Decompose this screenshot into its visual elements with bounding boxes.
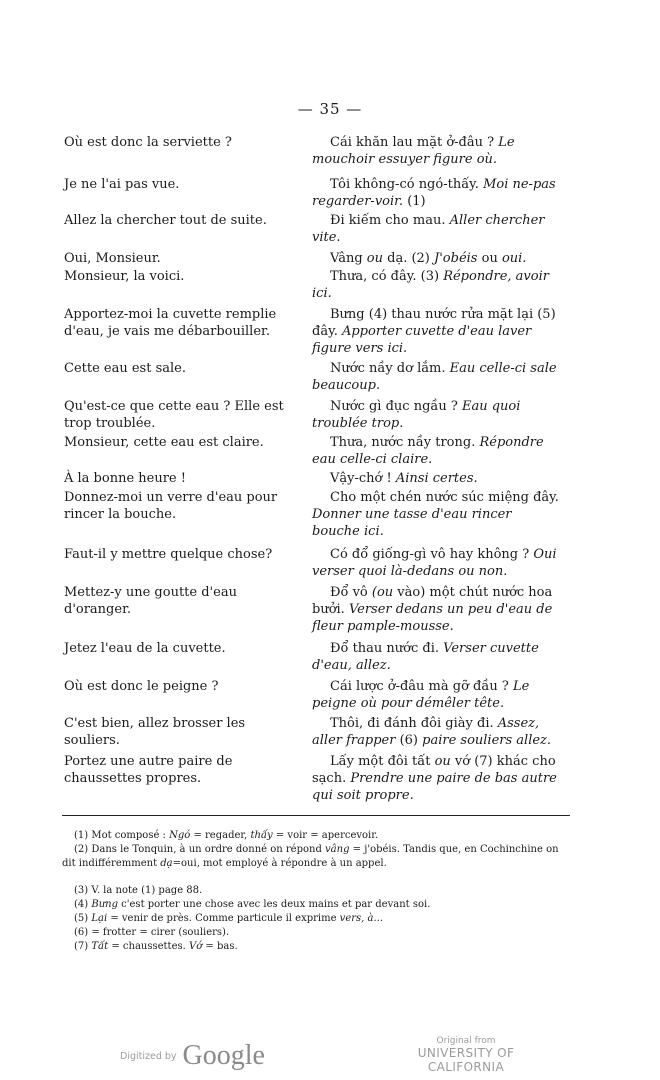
vietnamese-translation bbox=[312, 489, 562, 540]
footnote bbox=[62, 898, 570, 912]
italic-segment: Vớ bbox=[188, 941, 203, 952]
french-sentence: Monsieur, cette eau est claire. bbox=[64, 435, 264, 450]
text-segment: = chaussettes. bbox=[108, 941, 189, 952]
french-sentence: Donnez-moi un verre d'eau pour rincer la bouche. bbox=[64, 490, 278, 522]
vietnamese-translation bbox=[312, 268, 562, 302]
italic-segment: Moi ne-pas regarder-voir. bbox=[312, 177, 556, 209]
footnote bbox=[62, 912, 570, 926]
vietnamese-translation bbox=[312, 546, 562, 580]
french-sentence: Cette eau est sale. bbox=[64, 361, 186, 376]
text-segment: (6) = frotter = cirer (souliers). bbox=[74, 927, 230, 938]
french-sentence: Apportez-moi la cuvette remplie d'eau, je vais me débarbouiller. bbox=[64, 307, 277, 339]
french-sentence: À la bonne heure ! bbox=[64, 471, 186, 486]
text-segment: Nước gì đục ngầu ? bbox=[330, 399, 462, 414]
vietnamese-translation bbox=[312, 640, 562, 674]
french-sentence: Jetez l'eau de la cuvette. bbox=[64, 641, 226, 656]
text-segment: Bưng (4) thau nước rửa mặt lại (5) đây. bbox=[312, 307, 556, 339]
italic-segment: Tất bbox=[91, 941, 109, 952]
text-segment: (3) V. la note (1) page 88. bbox=[74, 885, 203, 896]
italic-segment: thấy bbox=[250, 830, 273, 841]
french-sentence: Où est donc la serviette ? bbox=[64, 135, 232, 150]
text-segment: (1) bbox=[403, 194, 426, 209]
vietnamese-translation bbox=[312, 715, 562, 749]
vietnamese-translation bbox=[312, 470, 562, 487]
text-segment: = voir = apercevoir. bbox=[272, 830, 379, 841]
italic-segment: dạ bbox=[160, 857, 173, 869]
italic-segment: paire souliers allez. bbox=[422, 733, 552, 748]
text-segment: Đổ thau nước đi. bbox=[330, 641, 444, 656]
italic-segment: Le mouchoir essuyer figure où. bbox=[312, 135, 515, 167]
italic-segment: Lại bbox=[91, 913, 108, 924]
italic-segment: Verser cuvette d'eau, allez. bbox=[312, 641, 539, 673]
text-segment: (7) bbox=[74, 941, 92, 952]
french-sentence: Allez la chercher tout de suite. bbox=[64, 213, 267, 228]
vietnamese-translation bbox=[312, 306, 562, 357]
vietnamese-translation bbox=[312, 250, 562, 267]
text-segment: Thôi, đi đánh đôi giày đi. bbox=[330, 716, 498, 731]
italic-segment: Eau quoi troublée trop. bbox=[312, 399, 521, 431]
page-number: — 35 — bbox=[297, 100, 363, 118]
text-segment: Cái khăn lau mặt ở-đâu ? bbox=[330, 135, 499, 150]
text-segment: ou bbox=[477, 251, 502, 266]
text-segment: Thưa, có đây. (3) bbox=[330, 269, 444, 284]
digitized-by-watermark bbox=[120, 1040, 265, 1072]
italic-segment: Donner une tasse d'eau rincer bouche ici. bbox=[312, 507, 512, 539]
italic-segment: Le peigne où pour démêler tête. bbox=[312, 679, 530, 711]
text-segment: (4) bbox=[74, 899, 92, 910]
italic-segment: oui. bbox=[501, 251, 527, 266]
text-segment: =oui, mot employé à répondre à un appel. bbox=[172, 857, 387, 869]
vietnamese-translation bbox=[312, 134, 562, 168]
vietnamese-translation bbox=[312, 584, 562, 635]
text-segment: (2) Dans le Tonquin, à un ordre donné on répond bbox=[74, 844, 326, 855]
italic-segment: Verser dedans un peu d'eau de fleur pample-mousse. bbox=[312, 602, 553, 634]
french-sentence: C'est bien, allez brosser les souliers. bbox=[64, 716, 246, 748]
french-sentence: Qu'est-ce que cette eau ? Elle est trop troublée. bbox=[64, 399, 284, 431]
text-segment: Nước nầy dơ lắm. bbox=[330, 361, 450, 376]
text-segment: = bas. bbox=[202, 941, 238, 952]
french-sentence: Oui, Monsieur. bbox=[64, 251, 161, 266]
text-segment: (1) Mot composé : bbox=[74, 830, 170, 841]
footnote-rule bbox=[62, 815, 570, 816]
text-segment: Cái lược ở-đâu mà gỡ đầu ? bbox=[330, 679, 513, 694]
french-sentence: Je ne l'ai pas vue. bbox=[64, 177, 180, 192]
digitized-by-label: Digitized by bbox=[120, 1050, 177, 1062]
text-segment: Lấy một đôi tất bbox=[330, 754, 435, 769]
original-from-label: Original from bbox=[436, 1036, 496, 1046]
text-segment: Vậy-chớ ! bbox=[330, 471, 396, 486]
italic-segment: Ainsi certes. bbox=[395, 471, 478, 486]
original-from-watermark bbox=[378, 1036, 554, 1074]
text-segment: Cho một chén nước súc miệng đây. bbox=[330, 490, 559, 505]
footnote bbox=[62, 829, 570, 843]
italic-segment: ou bbox=[434, 754, 451, 769]
italic-segment: Prendre une paire de bas autre qui soit propre. bbox=[312, 771, 557, 803]
vietnamese-translation bbox=[312, 678, 562, 712]
italic-segment: Bưng bbox=[91, 899, 118, 910]
italic-segment: (ou bbox=[371, 585, 394, 600]
text-segment: (5) bbox=[74, 913, 92, 924]
google-logo: Google bbox=[182, 1040, 265, 1071]
vietnamese-translation bbox=[312, 176, 562, 210]
footnote bbox=[62, 926, 570, 940]
italic-segment: ou bbox=[366, 251, 383, 266]
french-sentence: Portez une autre paire de chaussettes propres. bbox=[64, 754, 233, 786]
italic-segment: Aller chercher vite. bbox=[312, 213, 545, 245]
italic-segment: vâng bbox=[325, 844, 350, 855]
italic-segment: Apporter cuvette d'eau laver figure vers ici. bbox=[312, 324, 532, 356]
italic-segment: Eau celle-ci sale beaucoup. bbox=[312, 361, 557, 393]
text-segment: vào) một chút nước hoa bưởi. bbox=[312, 585, 553, 617]
french-sentence: Mettez-y une goutte d'eau d'oranger. bbox=[64, 585, 237, 617]
text-segment: Tôi không-có ngó-thấy. bbox=[330, 177, 484, 192]
italic-segment: Répondre, avoir ici. bbox=[312, 269, 549, 301]
vietnamese-translation bbox=[312, 753, 562, 804]
vietnamese-translation bbox=[312, 360, 562, 394]
text-segment: Có đổ giống-gì vô hay không ? bbox=[330, 547, 534, 562]
vietnamese-translation bbox=[312, 398, 562, 432]
text-segment: Đi kiếm cho mau. bbox=[330, 213, 450, 228]
text-segment: = venir de près. Comme particule il exprime bbox=[107, 913, 340, 924]
italic-segment: Répondre eau celle-ci claire. bbox=[312, 435, 544, 467]
french-sentence: Monsieur, la voici. bbox=[64, 269, 185, 284]
italic-segment: J'obéis bbox=[434, 251, 478, 266]
italic-segment: Assez, aller frapper bbox=[312, 716, 540, 748]
vietnamese-translation bbox=[312, 212, 562, 246]
footnote bbox=[62, 884, 570, 898]
french-sentence: Où est donc le peigne ? bbox=[64, 679, 219, 694]
french-sentence: Faut-il y mettre quelque chose? bbox=[64, 547, 273, 562]
university-label: UNIVERSITY OF CALIFORNIA bbox=[417, 1046, 515, 1074]
text-segment: dạ. (2) bbox=[382, 251, 435, 266]
text-segment: = j'obéis. Tandis que, en Cochinchine on dit indifféremment bbox=[62, 844, 559, 869]
text-segment: (6) bbox=[395, 733, 423, 748]
italic-segment: vers, à... bbox=[339, 913, 384, 924]
italic-segment: Oui verser quoi là-dedans ou non. bbox=[312, 547, 557, 579]
text-segment: Vâng bbox=[330, 251, 367, 266]
text-segment: = regader, bbox=[190, 830, 251, 841]
text-segment: Thưa, nước nầy trong. bbox=[330, 435, 480, 450]
text-segment: Đổ vô bbox=[330, 585, 372, 600]
text-segment: vớ (7) khác cho sạch. bbox=[312, 754, 556, 786]
vietnamese-translation bbox=[312, 434, 562, 468]
italic-segment: Ngó bbox=[169, 830, 191, 841]
footnote bbox=[62, 843, 570, 870]
text-segment: c'est porter une chose avec les deux mains et par devant soi. bbox=[117, 899, 431, 910]
footnote bbox=[62, 940, 570, 954]
